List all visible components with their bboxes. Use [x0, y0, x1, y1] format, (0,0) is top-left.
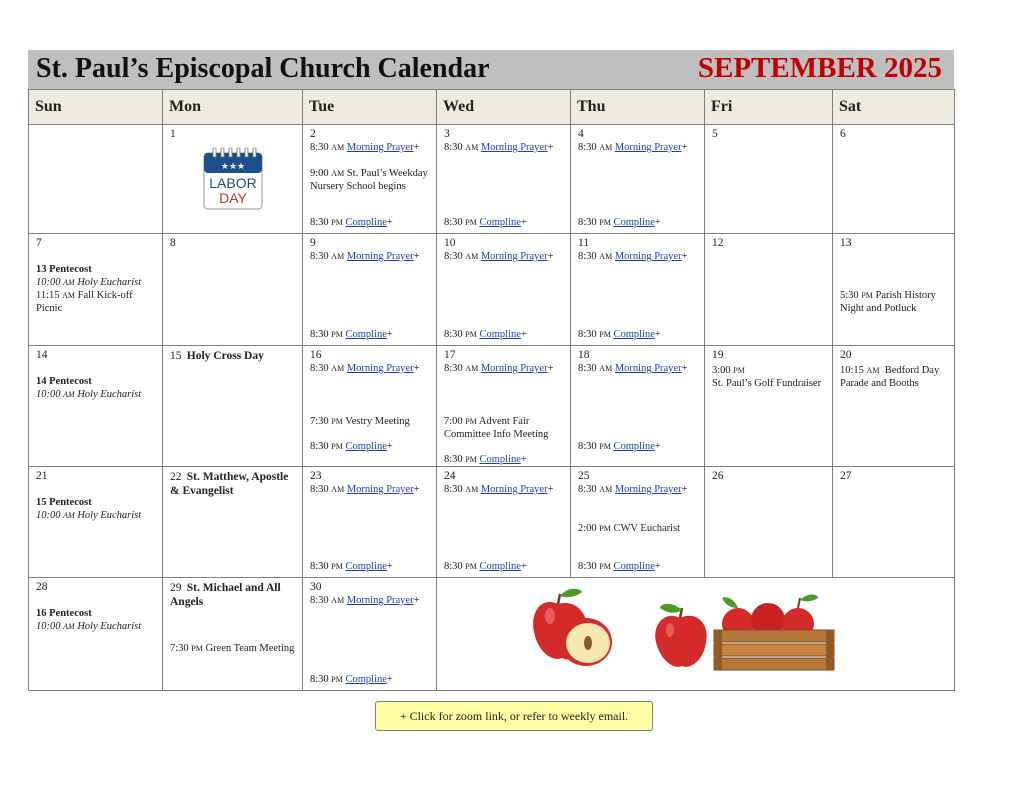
header-mon: Mon: [163, 90, 303, 125]
event-parish-history-night: 5:30 PM Parish History Night and Potluck: [840, 290, 936, 314]
day-number: 30: [310, 581, 322, 593]
morning-prayer-link[interactable]: Morning Prayer: [346, 363, 414, 374]
compline-link[interactable]: Compline: [613, 329, 655, 340]
day-number: 1: [170, 128, 176, 140]
week-row-4: [29, 467, 955, 578]
day-cell-sep-22: [163, 467, 303, 578]
compline-link[interactable]: Compline: [479, 329, 521, 340]
day-number: 19: [712, 349, 724, 361]
day-number: 21: [36, 470, 48, 482]
header-tue: Tue: [303, 90, 437, 125]
event-nursery-school: 9:00 AM St. Paul’s Weekday Nursery School begins: [310, 168, 428, 192]
day-number: 28: [36, 581, 48, 593]
labor-text-2: DAY: [219, 190, 247, 206]
morning-prayer-link[interactable]: Morning Prayer: [614, 251, 682, 262]
compline-link[interactable]: Compline: [613, 217, 655, 228]
apple-single-icon: [655, 604, 706, 667]
compline-link[interactable]: Compline: [479, 217, 521, 228]
event-cwv-eucharist: 2:00 PM CWV Eucharist: [578, 523, 681, 534]
day-cell-sep-27: [833, 467, 955, 578]
day-cell-sep-18: [571, 346, 705, 467]
event-compline: 8:30 PM Compline+: [578, 329, 661, 340]
event-compline: 8:30 PM Compline+: [444, 454, 527, 465]
event-compline: 8:30 PM Compline+: [444, 217, 527, 228]
event-morning-prayer: 8:30 AM Morning Prayer+: [310, 484, 420, 495]
calendar-title-bar: [28, 50, 954, 90]
holiday-label: St. Michael and All Angels: [170, 582, 281, 608]
day-number: 7: [36, 237, 42, 249]
day-cell-sep-30: [303, 578, 437, 691]
day-cell-sep-8: [163, 234, 303, 346]
event-morning-prayer: 8:30 AM Morning Prayer+: [444, 251, 554, 262]
pentecost-label: 16 Pentecost: [36, 608, 92, 619]
day-cell-sep-28: [29, 578, 163, 691]
event-holy-eucharist: 10:00 AM Holy Eucharist: [36, 621, 142, 632]
day-number: 20: [840, 349, 852, 361]
apples-illustration: [528, 586, 838, 676]
day-cell-sep-12: [705, 234, 833, 346]
day-cell-sep-25: [571, 467, 705, 578]
event-holy-eucharist: 10:00 AM Holy Eucharist: [36, 389, 142, 400]
day-cell-sep-17: [437, 346, 571, 467]
event-morning-prayer: 8:30 AM Morning Prayer+: [578, 251, 688, 262]
day-cell-sep-13: [833, 234, 955, 346]
morning-prayer-link[interactable]: Morning Prayer: [480, 484, 548, 495]
day-cell-sep-9: [303, 234, 437, 346]
day-number: 2: [310, 128, 316, 140]
event-green-team-meeting: 7:30 PM Green Team Meeting: [170, 643, 295, 654]
day-cell-empty: [29, 125, 163, 234]
header-wed: Wed: [437, 90, 571, 125]
event-advent-fair-meeting: 7:00 PM Advent Fair Committee Info Meeting: [444, 416, 549, 440]
event-morning-prayer: 8:30 AM Morning Prayer+: [444, 484, 554, 495]
morning-prayer-link[interactable]: Morning Prayer: [346, 251, 414, 262]
week-row-3: [29, 346, 955, 467]
day-number: 26: [712, 470, 724, 482]
event-compline: 8:30 PM Compline+: [444, 329, 527, 340]
morning-prayer-link[interactable]: Morning Prayer: [614, 363, 682, 374]
event-fall-kickoff: 11:15 AM Fall Kick-off Picnic: [36, 290, 133, 314]
day-cell-sep-20: [833, 346, 955, 467]
day-cell-sep-3: [437, 125, 571, 234]
header-sat: Sat: [833, 90, 955, 125]
day-number: 25: [578, 470, 590, 482]
morning-prayer-link[interactable]: Morning Prayer: [346, 484, 414, 495]
event-morning-prayer: 8:30 AM Morning Prayer+: [444, 363, 554, 374]
day-cell-sep-23: [303, 467, 437, 578]
weekday-header-row: [29, 90, 955, 125]
day-number: 4: [578, 128, 584, 140]
holiday-label: St. Matthew, Apostle & Evangelist: [170, 471, 289, 497]
morning-prayer-link[interactable]: Morning Prayer: [346, 142, 414, 153]
day-number: 16: [310, 349, 322, 361]
day-cell-sep-29: [163, 578, 303, 691]
compline-link[interactable]: Compline: [479, 454, 521, 465]
event-compline: 8:30 PM Compline+: [578, 441, 661, 452]
event-compline: 8:30 PM Compline+: [310, 674, 393, 685]
day-number: 17: [444, 349, 456, 361]
morning-prayer-link[interactable]: Morning Prayer: [480, 363, 548, 374]
header-thu: Thu: [571, 90, 705, 125]
day-number: 27: [840, 470, 852, 482]
compline-link[interactable]: Compline: [613, 561, 655, 572]
header-sun: Sun: [29, 90, 163, 125]
day-number: 11: [578, 237, 590, 249]
event-morning-prayer: 8:30 AM Morning Prayer+: [578, 484, 688, 495]
day-number: 18: [578, 349, 590, 361]
event-golf-fundraiser: 3:00 PM St. Paul’s Golf Fundraiser: [712, 365, 822, 389]
day-cell-sep-21: [29, 467, 163, 578]
day-number: 8: [170, 237, 176, 249]
day-number: 22: [170, 471, 182, 483]
event-morning-prayer: 8:30 AM Morning Prayer+: [310, 363, 420, 374]
morning-prayer-link[interactable]: Morning Prayer: [480, 251, 548, 262]
week-row-1: [29, 125, 955, 234]
day-cell-sep-14: [29, 346, 163, 467]
event-morning-prayer: 8:30 AM Morning Prayer+: [578, 142, 688, 153]
event-compline: 8:30 PM Compline+: [310, 217, 393, 228]
event-bedford-day: 10:15 AM Bedford Day Parade and Booths: [840, 365, 940, 389]
event-compline: 8:30 PM Compline+: [578, 561, 661, 572]
day-cell-sep-24: [437, 467, 571, 578]
event-morning-prayer: 8:30 AM Morning Prayer+: [310, 142, 420, 153]
morning-prayer-link[interactable]: Morning Prayer: [614, 142, 682, 153]
day-cell-sep-6: [833, 125, 955, 234]
event-compline: 8:30 PM Compline+: [310, 561, 393, 572]
apple-half-icon: [560, 618, 612, 666]
calendar-month: SEPTEMBER 2025: [697, 52, 942, 84]
compline-link[interactable]: Compline: [345, 561, 387, 572]
event-compline: 8:30 PM Compline+: [578, 217, 661, 228]
day-number: 6: [840, 128, 846, 140]
labor-stars: ★★★: [220, 162, 246, 172]
day-number: 29: [170, 582, 182, 594]
compline-link[interactable]: Compline: [345, 217, 387, 228]
day-cell-sep-19: [705, 346, 833, 467]
day-cell-sep-15: [163, 346, 303, 467]
labor-text-1: LABOR: [209, 175, 257, 191]
morning-prayer-link[interactable]: Morning Prayer: [480, 142, 548, 153]
day-number: 5: [712, 128, 718, 140]
event-morning-prayer: 8:30 AM Morning Prayer+: [444, 142, 554, 153]
day-cell-sep-5: [705, 125, 833, 234]
day-cell-sep-7: [29, 234, 163, 346]
event-compline: 8:30 PM Compline+: [310, 441, 393, 452]
holiday-label: Holy Cross Day: [186, 350, 264, 362]
event-holy-eucharist: 10:00 AM Holy Eucharist: [36, 277, 142, 288]
day-number: 12: [712, 237, 724, 249]
day-number: 24: [444, 470, 456, 482]
day-cell-sep-11: [571, 234, 705, 346]
calendar-title: St. Paul’s Episcopal Church Calendar: [36, 53, 490, 84]
day-cell-sep-10: [437, 234, 571, 346]
event-morning-prayer: 8:30 AM Morning Prayer+: [310, 595, 420, 606]
week-row-2: [29, 234, 955, 346]
day-number: 15: [170, 350, 182, 362]
day-number: 3: [444, 128, 450, 140]
event-morning-prayer: 8:30 AM Morning Prayer+: [578, 363, 688, 374]
event-holy-eucharist: 10:00 AM Holy Eucharist: [36, 510, 142, 521]
event-compline: 8:30 PM Compline+: [444, 561, 527, 572]
header-fri: Fri: [705, 90, 833, 125]
compline-link[interactable]: Compline: [345, 441, 387, 452]
event-compline: 8:30 PM Compline+: [310, 329, 393, 340]
labor-day-calendar-icon: [203, 147, 263, 211]
apple-crate-icon: [714, 595, 834, 671]
day-number: 14: [36, 349, 48, 361]
day-number: 13: [840, 237, 852, 249]
pentecost-label: 15 Pentecost: [36, 497, 92, 508]
pentecost-label: 14 Pentecost: [36, 376, 92, 387]
day-number: 10: [444, 237, 456, 249]
day-cell-sep-16: [303, 346, 437, 467]
zoom-link-note[interactable]: + Click for zoom link, or refer to weekly email.: [375, 701, 653, 731]
compline-link[interactable]: Compline: [613, 441, 655, 452]
event-morning-prayer: 8:30 AM Morning Prayer+: [310, 251, 420, 262]
day-number: 9: [310, 237, 316, 249]
compline-link[interactable]: Compline: [345, 329, 387, 340]
compline-link[interactable]: Compline: [479, 561, 521, 572]
morning-prayer-link[interactable]: Morning Prayer: [346, 595, 414, 606]
morning-prayer-link[interactable]: Morning Prayer: [614, 484, 682, 495]
day-cell-sep-4: [571, 125, 705, 234]
day-cell-sep-2: [303, 125, 437, 234]
pentecost-label: 13 Pentecost: [36, 264, 92, 275]
compline-link[interactable]: Compline: [345, 674, 387, 685]
event-vestry-meeting: 7:30 PM Vestry Meeting: [310, 416, 410, 427]
day-cell-sep-26: [705, 467, 833, 578]
day-cell-sep-1: [163, 125, 303, 234]
day-number: 23: [310, 470, 322, 482]
